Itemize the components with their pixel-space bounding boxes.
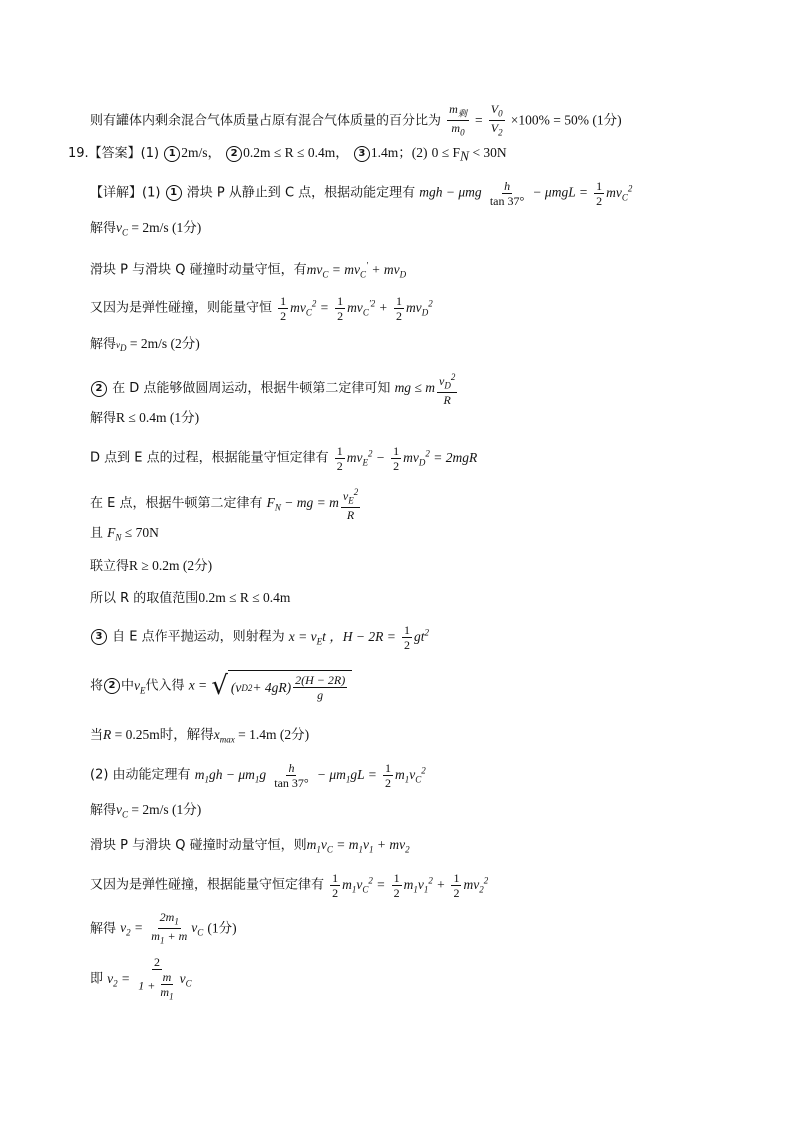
solve-label: 解得 <box>90 221 117 236</box>
and-text: 且 <box>90 526 104 541</box>
combine-value: R ≥ 0.2m (2分) <box>129 558 213 573</box>
solve-vd-line: 解得$v_D = 2m/s$ (2分) <box>90 336 200 353</box>
part2-line: (2) 由动能定理有 $m_1gh - \mu m_1g$ $\frac{h}{\tan 37^\circ}$ − $\mu m_1gL$ = $\frac{1}{2}$ $m_1v_C^2$ <box>90 760 426 790</box>
at-e-text: 在 E 点，根据牛顿第二定律有 <box>90 496 263 512</box>
solve-label: 解得 <box>90 803 117 818</box>
energy2-text: 又因为是弹性碰撞，根据能量守恒定律有 <box>90 877 325 893</box>
percent-result: ×100% = 50% (1分) <box>510 112 622 128</box>
circled-one: 1 <box>166 185 182 201</box>
answer-4-sub: N <box>460 148 470 164</box>
solve-vc2-line: 解得$v_C = 2m/s$ (1分) <box>90 802 202 820</box>
h-over-tan-fraction: $\frac{h}{\tan 37^\circ}$ <box>489 178 525 208</box>
solve-label: 解得 <box>90 411 117 426</box>
solve-v2-score: (1分) <box>207 920 237 936</box>
detail-heading: 【详解】(1) <box>90 185 161 201</box>
solve-vc2-value: = 2m/s (1分) <box>128 802 202 817</box>
volume-ratio-fraction: $\frac{V_0}{V_2}$ <box>490 102 503 138</box>
range-value: 0.2m ≤ R ≤ 0.4m <box>198 590 291 605</box>
circled-three: 3 <box>354 146 370 162</box>
momentum-line: 滑块 P 与滑块 Q 碰撞时动量守恒，有$mv_C = mv_C' + mv_D$ <box>90 260 407 280</box>
when-line: 当R = 0.25m时，解得$x_{max} = 1.4m$ (2分) <box>90 727 310 745</box>
answer-1: 2m/s， <box>181 145 221 160</box>
circled-two: 2 <box>104 678 120 694</box>
sqrt-expression: √ (v D 2 + 4gR) $\frac{2(H - 2R)}{g}$ <box>211 670 352 702</box>
energy-line: 又因为是弹性碰撞，则能量守恒 $\frac{1}{2}$ $mv_C^2$ = $\frac{1}{2}$ $mv_C^{'2}$ + $\frac{1}{2}$ $mv_D^2$ <box>90 293 433 323</box>
momentum2-line: 滑块 P 与滑块 Q 碰撞时动量守恒，则$m_1v_C = m_1v_1 + mv_2$ <box>90 837 410 855</box>
circled-three: 3 <box>91 629 107 645</box>
momentum-text: 滑块 P 与滑块 Q 碰撞时动量守恒，有 <box>90 262 307 278</box>
when-text: 当 <box>90 728 104 743</box>
solve-vc-value: = 2m/s (1分) <box>128 220 202 235</box>
answer-4-tail: < 30N <box>469 145 507 160</box>
circle-line: 2 在 D 点能够做圆周运动，根据牛顿第二定律可知 mg ≤ m $\frac{v_D^2}{R}$ <box>90 370 459 407</box>
energy-text: 又因为是弹性碰撞，则能量守恒 <box>90 300 273 316</box>
projectile-line: 3 自 E 点作平抛运动，则射程为 $x = v_Et$ ，H − 2R = $\frac{1}{2}$ $gt^2$ <box>90 622 429 652</box>
text-gas-ratio: 则有罐体内剩余混合气体质量占原有混合气体质量的百分比为 <box>90 113 442 129</box>
range-text: 所以 R 的取值范围 <box>90 591 199 606</box>
part2-text: (2) 由动能定理有 <box>90 767 191 783</box>
solve-label: 解得 <box>90 921 117 937</box>
substitute-text: 将 <box>90 678 104 694</box>
ie-line: 即 $v_2$ = 2 1 + $\frac{m}{m_1}$ $v_C$ <box>90 955 192 1002</box>
detail-line: 【详解】(1) 1 滑块 P 从静止到 C 点，根据动能定理有 mgh − μmg $\frac{h}{\tan 37^\circ}$ − μmgL = $\frac{1}{2}$ $mv_C^2$ <box>90 178 633 208</box>
range-line <box>90 588 290 609</box>
substitute-line: 将 2 中$v_E$代入得 x = √ (v D 2 + 4gR) $\frac{2(H - 2R)}{g}$ <box>90 670 352 702</box>
solve-vd-value: = 2m/s (2分) <box>126 336 200 351</box>
solve-r-value: R ≤ 0.4m (1分) <box>116 410 200 425</box>
mass-ratio-fraction: $\frac{m_剩}{m_0}$ <box>449 102 467 138</box>
when-value: = 1.4m (2分) <box>234 727 310 742</box>
solve-r-line <box>90 408 199 429</box>
at-e-line: 在 E 点，根据牛顿第二定律有 $F_N$ − mg = m $\frac{v_E^2}{R}$ <box>90 487 359 523</box>
answer-2: 0.2m ≤ R ≤ 0.4m， <box>243 145 349 160</box>
line-gas-ratio: 则有罐体内剩余混合气体质量占原有混合气体质量的百分比为 $\frac{m_剩}{m_0}$ = $\frac{V_0}{V_2}$ ×100% = 50% (1分) <box>90 102 622 138</box>
circle-text: 在 D 点能够做圆周运动，根据牛顿第二定律可知 <box>112 381 391 397</box>
circled-two: 2 <box>91 381 107 397</box>
answer-heading: 19.【答案】(1) <box>68 146 160 161</box>
detail-text: 滑块 P 从静止到 C 点，根据动能定理有 <box>186 185 416 201</box>
solve-vc-line: 解得$v_C = 2m/s$ (1分) <box>90 220 202 238</box>
momentum2-text: 滑块 P 与滑块 Q 碰撞时动量守恒，则 <box>90 838 307 853</box>
circled-two: 2 <box>226 146 242 162</box>
answer-4: 0 ≤ F <box>431 145 461 160</box>
solve-label: 解得 <box>90 337 117 352</box>
and-line: 且 $F_N \le 70N$ <box>90 525 159 543</box>
when-mid: = 0.25m时，解得 <box>111 727 214 742</box>
substitute-mid: 中 <box>121 678 135 694</box>
d-to-e-text: D 点到 E 点的过程，根据能量守恒定律有 <box>90 450 329 466</box>
solve-v2-line: 解得 $v_2$ = $\frac{2m_1}{m_1 + m}$ $v_C$ (1分) <box>90 910 237 946</box>
and-value: ≤ 70N <box>121 525 159 540</box>
substitute-tail: 代入得 <box>145 678 185 694</box>
projectile-text: 自 E 点作平抛运动，则射程为 <box>112 629 285 645</box>
answer-3: 1.4m；(2) <box>370 145 428 160</box>
circled-one: 1 <box>164 146 180 162</box>
combine-line <box>90 556 212 577</box>
energy2-line: 又因为是弹性碰撞，根据能量守恒定律有 $\frac{1}{2}$ $m_1v_C^2$ = $\frac{1}{2}$ $m_1v_1^2$ + $\frac{1}{2}$ $mv_2^2$ <box>90 870 489 900</box>
ie-text: 即 <box>90 971 104 987</box>
combine-text: 联立得 <box>90 559 130 574</box>
answer-line <box>68 143 507 167</box>
d-to-e-line: D 点到 E 点的过程，根据能量守恒定律有 $\frac{1}{2}$ $mv_E^2$ − $\frac{1}{2}$ $mv_D^2 = 2mgR$ <box>90 443 478 473</box>
